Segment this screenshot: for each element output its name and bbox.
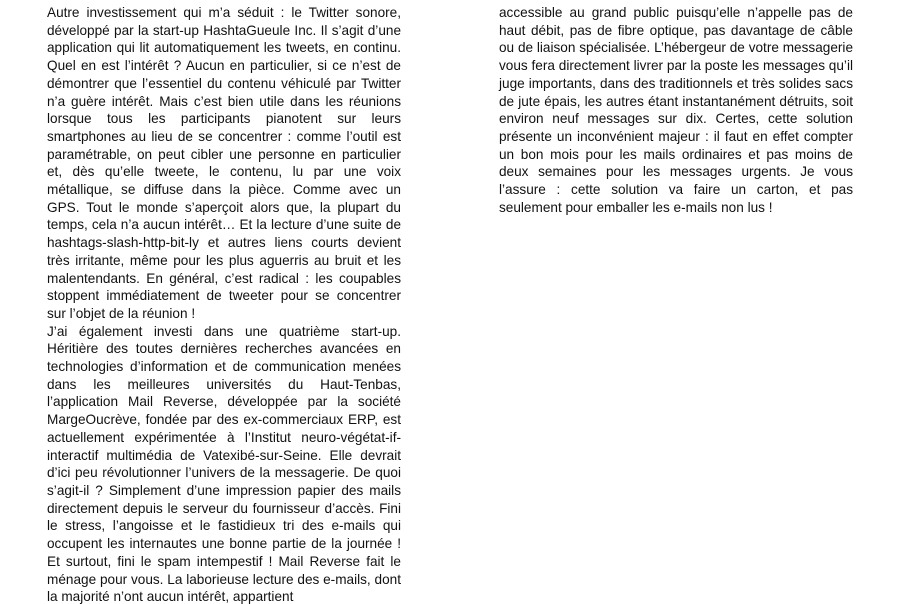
paragraph-continuation: accessible au grand public puisqu’elle n’appelle pas de haut débit, pas de fibre optique, pas davantage de câble ou de liaison spécialisée. L’hébergeur de votre messagerie vous fera directement livrer par la poste les messages qu’il juge importants, dans des traditionnels et très solides sacs de jute épais, les autres étant instantanément détruits, soit environ neuf messages sur dix. Certes, cette solution présente un inconvénient majeur : il faut en effet compter un bon mois pour les mails ordinaires et pas moins de deux semaines pour les messages urgents. Je vous l’assure : cette solution va faire un carton, et pas seulement pour emballer les e-mails non lus !	[499, 5, 853, 215]
left-text-column	[47, 4, 401, 604]
right-text-column	[499, 4, 853, 216]
paragraph-twitter-sonore: Autre investissement qui m’a séduit : le Twitter sonore, développé par la start-up HashtaGueule Inc. Il s’agit d’une application qui lit automatiquement les tweets, en continu. Quel en est l’intérêt ? Aucun en particulier, si ce n’est de démontrer que l’essentiel du contenu véhiculé par Twitter n’a guère intérêt. Mais c’est bien utile dans les réunions lorsque tous les participants pianotent sur leurs smartphones au lieu de se concentrer : comme l’outil est paramétrable, on peut cibler une personne en particulier et, dès qu’elle tweete, le contenu, lu par une voix métallique, se diffuse dans la pièce. Comme avec un GPS. Tout le monde s’aperçoit alors que, la plupart du temps, cela n’a aucun intérêt… Et la lecture d’une suite de hashtags-slash-http-bit-ly et autres liens courts devient très irritante, même pour les plus aguerris au bruit et les malentendants. En général, c’est radical : les coupables stoppent immédiatement de tweeter pour se concentrer sur l’objet de la réunion !	[47, 5, 401, 321]
paragraph-mail-reverse: J’ai également investi dans une quatrième start-up. Héritière des toutes dernières recherches avancées en technologies d’information et de communication menées dans les meilleures universités du Haut-Tenbas, l’application Mail Reverse, développée par la société MargeOucrève, fondée par des ex-commerciaux ERP, est actuellement expérimentée à l’Institut neuro-végétat-if-interactif multimédia de Vatexibé-sur-Seine. Elle devrait d’ici peu révolutionner l’univers de la messagerie. De quoi s’agit-il ? Simplement d’une impression papier des mails directement depuis le serveur du fournisseur d’accès. Fini le stress, l’angoisse et le fastidieux tri des e-mails qui occupent les internautes une bonne partie de la journée ! Et surtout, fini le spam intempestif ! Mail Reverse fait le ménage pour vous. La laborieuse lecture des e-mails, dont la majorité n’ont aucun intérêt, appartient	[47, 323, 401, 604]
